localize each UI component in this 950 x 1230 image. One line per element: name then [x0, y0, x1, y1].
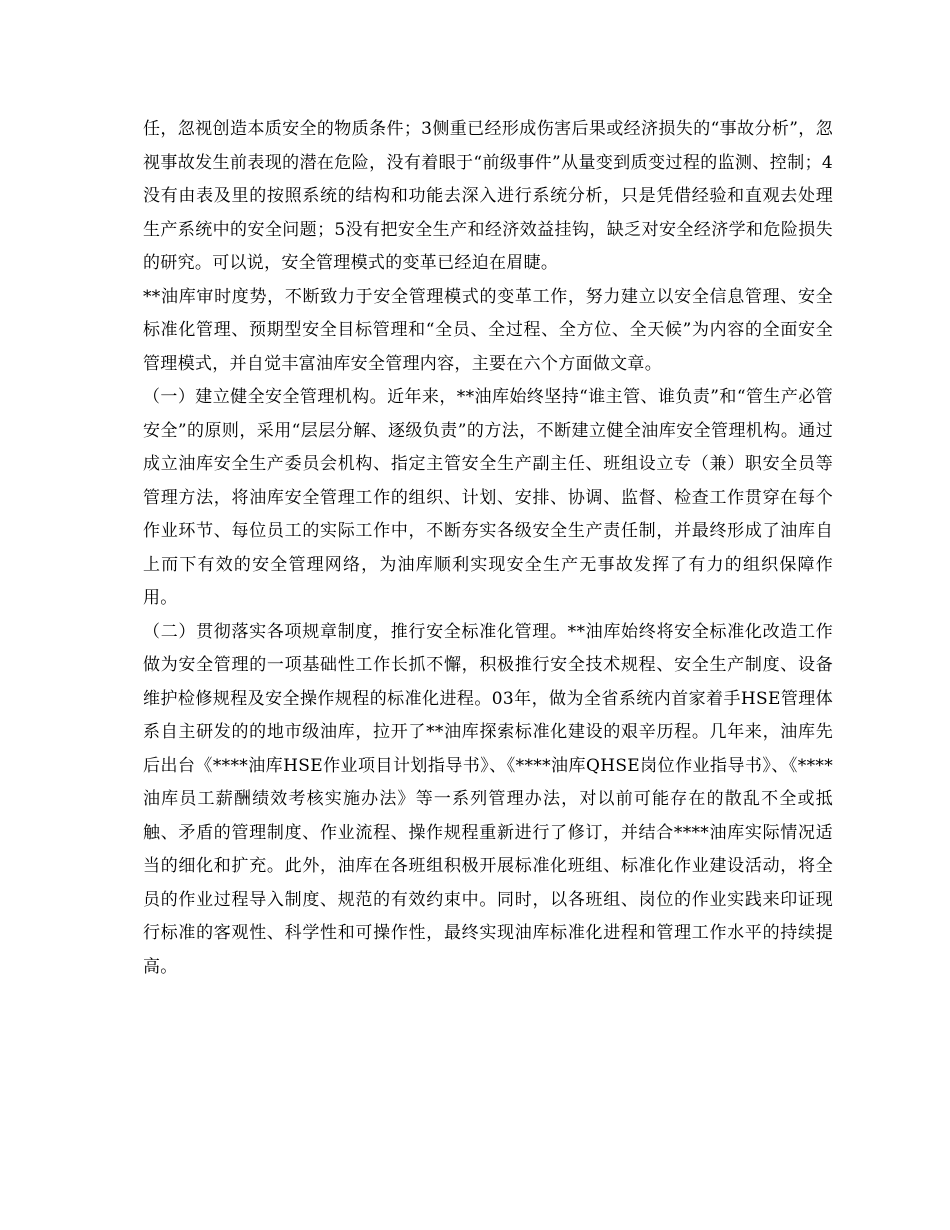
document-page — [143, 113, 833, 984]
section-paragraph-1: （一）建立健全安全管理机构。近年来，**油库始终坚持“谁主管、谁负责”和“管生产必管安全”的原则，采用“层层分解、逐级负责”的方法，不断建立健全油库安全管理机构。通过成立油库安全生产委员会机构、指定主管安全生产副主任、班组设立专（兼）职安全员等管理方法，将油库安全管理工作的组织、计划、安排、协调、监督、检查工作贯穿在每个作业环节、每位员工的实际工作中，不断夯实各级安全生产责任制，并最终形成了油库自上而下有效的安全管理网络，为油库顺利实现安全生产无事故发挥了有力的组织保障作用。 — [143, 387, 833, 608]
section-paragraph-2: （二）贯彻落实各项规章制度，推行安全标准化管理。**油库始终将安全标准化改造工作做为安全管理的一项基础性工作长抓不懈，积极推行安全技术规程、安全生产制度、设备维护检修规程及安全操作规程的标准化进程。03年，做为全省系统内首家着手HSE管理体系自主研发的的地市级油库，拉开了**油库探索标准化建设的艰辛历程。几年来，油库先后出台《****油库HSE作业项目计划指导书》、《****油库QHSE岗位作业指导书》、《****油库员工薪酬绩效考核实施办法》等一系列管理办法，对以前可能存在的散乱不全或抵触、矛盾的管理制度、作业流程、操作规程重新进行了修订，并结合****油库实际情况适当的细化和扩充。此外，油库在各班组积极开展标准化班组、标准化作业建设活动，将全员的作业过程导入制度、规范的有效约束中。同时，以各班组、岗位的作业实践来印证现行标准的客观性、科学性和可操作性，最终实现油库标准化进程和管理工作水平的持续提高。 — [143, 621, 833, 977]
body-paragraph-2: **油库审时度势，不断致力于安全管理模式的变革工作，努力建立以安全信息管理、安全标准化管理、预期型安全目标管理和“全员、全过程、全方位、全天候”为内容的全面安全管理模式，并自觉丰富油库安全管理内容，主要在六个方面做文章。 — [143, 286, 833, 374]
body-paragraph-1: 任，忽视创造本质安全的物质条件；3侧重已经形成伤害后果或经济损失的“事故分析”，忽视事故发生前表现的潜在危险，没有着眼于“前级事件”从量变到质变过程的监测、控制；4没有由表及里的按照系统的结构和功能去深入进行系统分析，只是凭借经验和直观去处理生产系统中的安全问题；5没有把安全生产和经济效益挂钩，缺乏对安全经济学和危险损失的研究。可以说，安全管理模式的变革已经迫在眉睫。 — [143, 119, 833, 273]
